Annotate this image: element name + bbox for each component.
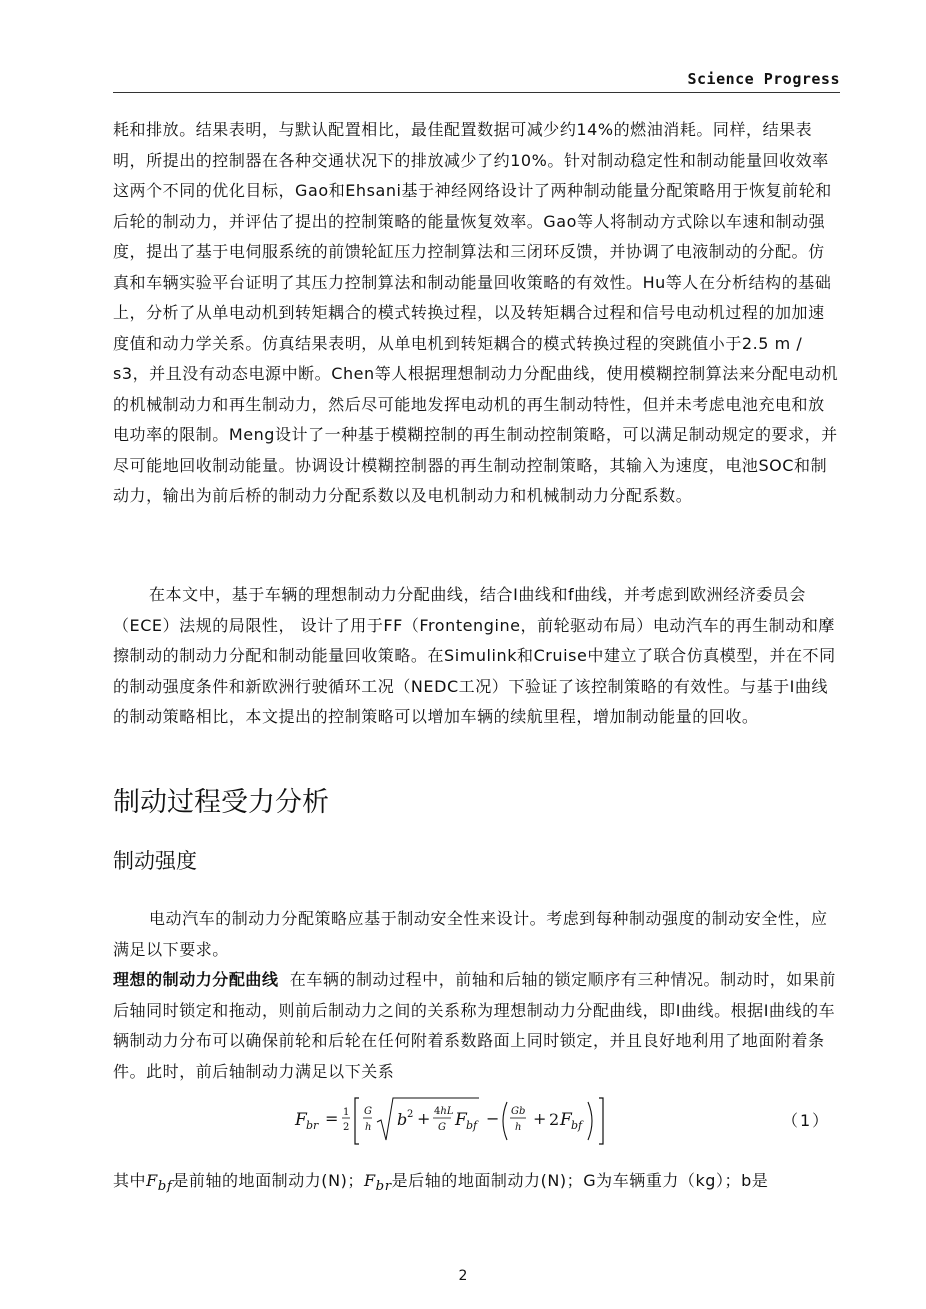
svg-text:G: G	[438, 1122, 446, 1133]
svg-text:1: 1	[343, 1107, 350, 1118]
svg-text:h: h	[515, 1122, 522, 1133]
svg-text:h: h	[365, 1122, 372, 1133]
svg-text:+: +	[417, 1109, 431, 1128]
paragraph-5-text-1: 是前轴的地面制动力(N)；	[172, 1171, 364, 1190]
svg-text:Gb: Gb	[511, 1106, 526, 1117]
svg-text:br: br	[306, 1119, 319, 1132]
paragraph-4	[113, 965, 840, 1087]
svg-text:bf: bf	[466, 1119, 478, 1132]
page-header	[113, 68, 840, 93]
equation-number: （1）	[782, 1111, 831, 1130]
symbol-fbf: $F_{bf}$	[146, 1171, 173, 1195]
svg-text:bf: bf	[571, 1119, 583, 1132]
paragraph-5-text-2: 是后轴的地面制动力(N)；G为车辆重力（kg）；b是	[391, 1171, 769, 1190]
svg-text:−: −	[486, 1109, 500, 1128]
svg-text:=: =	[325, 1109, 339, 1128]
paragraph-3: 电动汽车的制动力分配策略应基于制动安全性来设计。考虑到每种制动强度的制动安全性，应满足以下要求。	[113, 909, 828, 959]
equation-1-formula	[293, 1084, 623, 1150]
paragraph-1: 耗和排放。结果表明，与默认配置相比，最佳配置数据可减少约14%的燃油消耗。同样，结果表明，所提出的控制器在各种交通状况下的排放减少了约10%。针对制动稳定性和制动能量回收效率这两个不同的优化目标，Gao和Ehsani基于神经网络设计了两种制动能量分配策略用于恢复前轮和后轮的制动力，并评估了提出的控制策略的能量恢复效率。Gao等人将制动方式除以车速和制动强度，提出了基于电伺服系统的前馈轮缸压力控制算法和三闭环反馈，并协调了电液制动的分配。仿真和车辆实验平台证明了其压力控制算法和制动能量回收策略的有效性。Hu等人在分析结构的基础上，分析了从单电动机到转矩耦合的模式转换过程，以及转矩耦合过程和信号电动机过程的加加速度值和动力学关系。仿真结果表明，从单电机到转矩耦合的模式转换过程的突跳值小于2.5 m / s3，并且没有动态电源中断。Chen等人根据理想制动力分配曲线，使用模糊控制算法来分配电动机的机械制动力和再生制动力，然后尽可能地发挥电动机的再生制动特性，但并未考虑电池充电和放电功率的限制。Meng设计了一种基于模糊控制的再生制动控制策略，可以满足制动规定的要求，并尽可能地回收制动能量。协调设计模糊控制器的再生制动控制策略，其输入为速度，电池SOC和制动力，输出为前后桥的制动力分配系数以及电机制动力和机械制动力分配系数。	[113, 120, 839, 505]
svg-text:2: 2	[549, 1110, 560, 1129]
svg-text:b: b	[397, 1110, 408, 1129]
page-number: 2	[458, 1268, 468, 1284]
paragraph-5	[113, 1166, 840, 1203]
subsection-heading: 制动强度	[113, 849, 197, 873]
section-heading: 制动过程受力分析	[113, 787, 329, 818]
svg-text:4hL: 4hL	[434, 1106, 454, 1117]
svg-text:G: G	[364, 1106, 372, 1117]
paragraph-4-lead: 理想的制动力分配曲线	[113, 970, 279, 989]
journal-name: Science Progress	[687, 70, 840, 88]
svg-text:2: 2	[343, 1122, 350, 1133]
symbol-fbr: $F_{br}$	[363, 1171, 392, 1195]
svg-text:F: F	[455, 1110, 467, 1130]
svg-text:F: F	[295, 1110, 307, 1130]
svg-text:2: 2	[407, 1109, 414, 1120]
paragraph-4-text: 在车辆的制动过程中，前轴和后轴的锁定顺序有三种情况。制动时，如果前后轴同时锁定和拖动，则前后制动力之间的关系称为理想制动力分配曲线，即I曲线。根据I曲线的车辆制动力分布可以确保前轮和后轮在任何附着系数路面上同时锁定，并且良好地利用了地面附着条件。此时，前后轴制动力满足以下关系	[113, 970, 836, 1081]
paragraph-2: 在本文中，基于车辆的理想制动力分配曲线，结合I曲线和f曲线，并考虑到欧洲经济委员会（ECE）法规的局限性， 设计了用于FF（Frontengine，前轮驱动布局）电动汽车的再生制动和摩擦制动的制动力分配和制动能量回收策略。在Simulink和Cruise中建立了联合仿真模型，并在不同的制动强度条件和新欧洲行驶循环工况（NEDC工况）下验证了该控制策略的有效性。与基于I曲线的制动策略相比，本文提出的控制策略可以增加车辆的续航里程，增加制动能量的回收。	[113, 585, 836, 726]
svg-text:+: +	[533, 1109, 547, 1128]
svg-text:F: F	[560, 1110, 572, 1130]
paragraph-5-lead: 其中	[113, 1171, 147, 1190]
equation-1	[293, 1084, 833, 1150]
